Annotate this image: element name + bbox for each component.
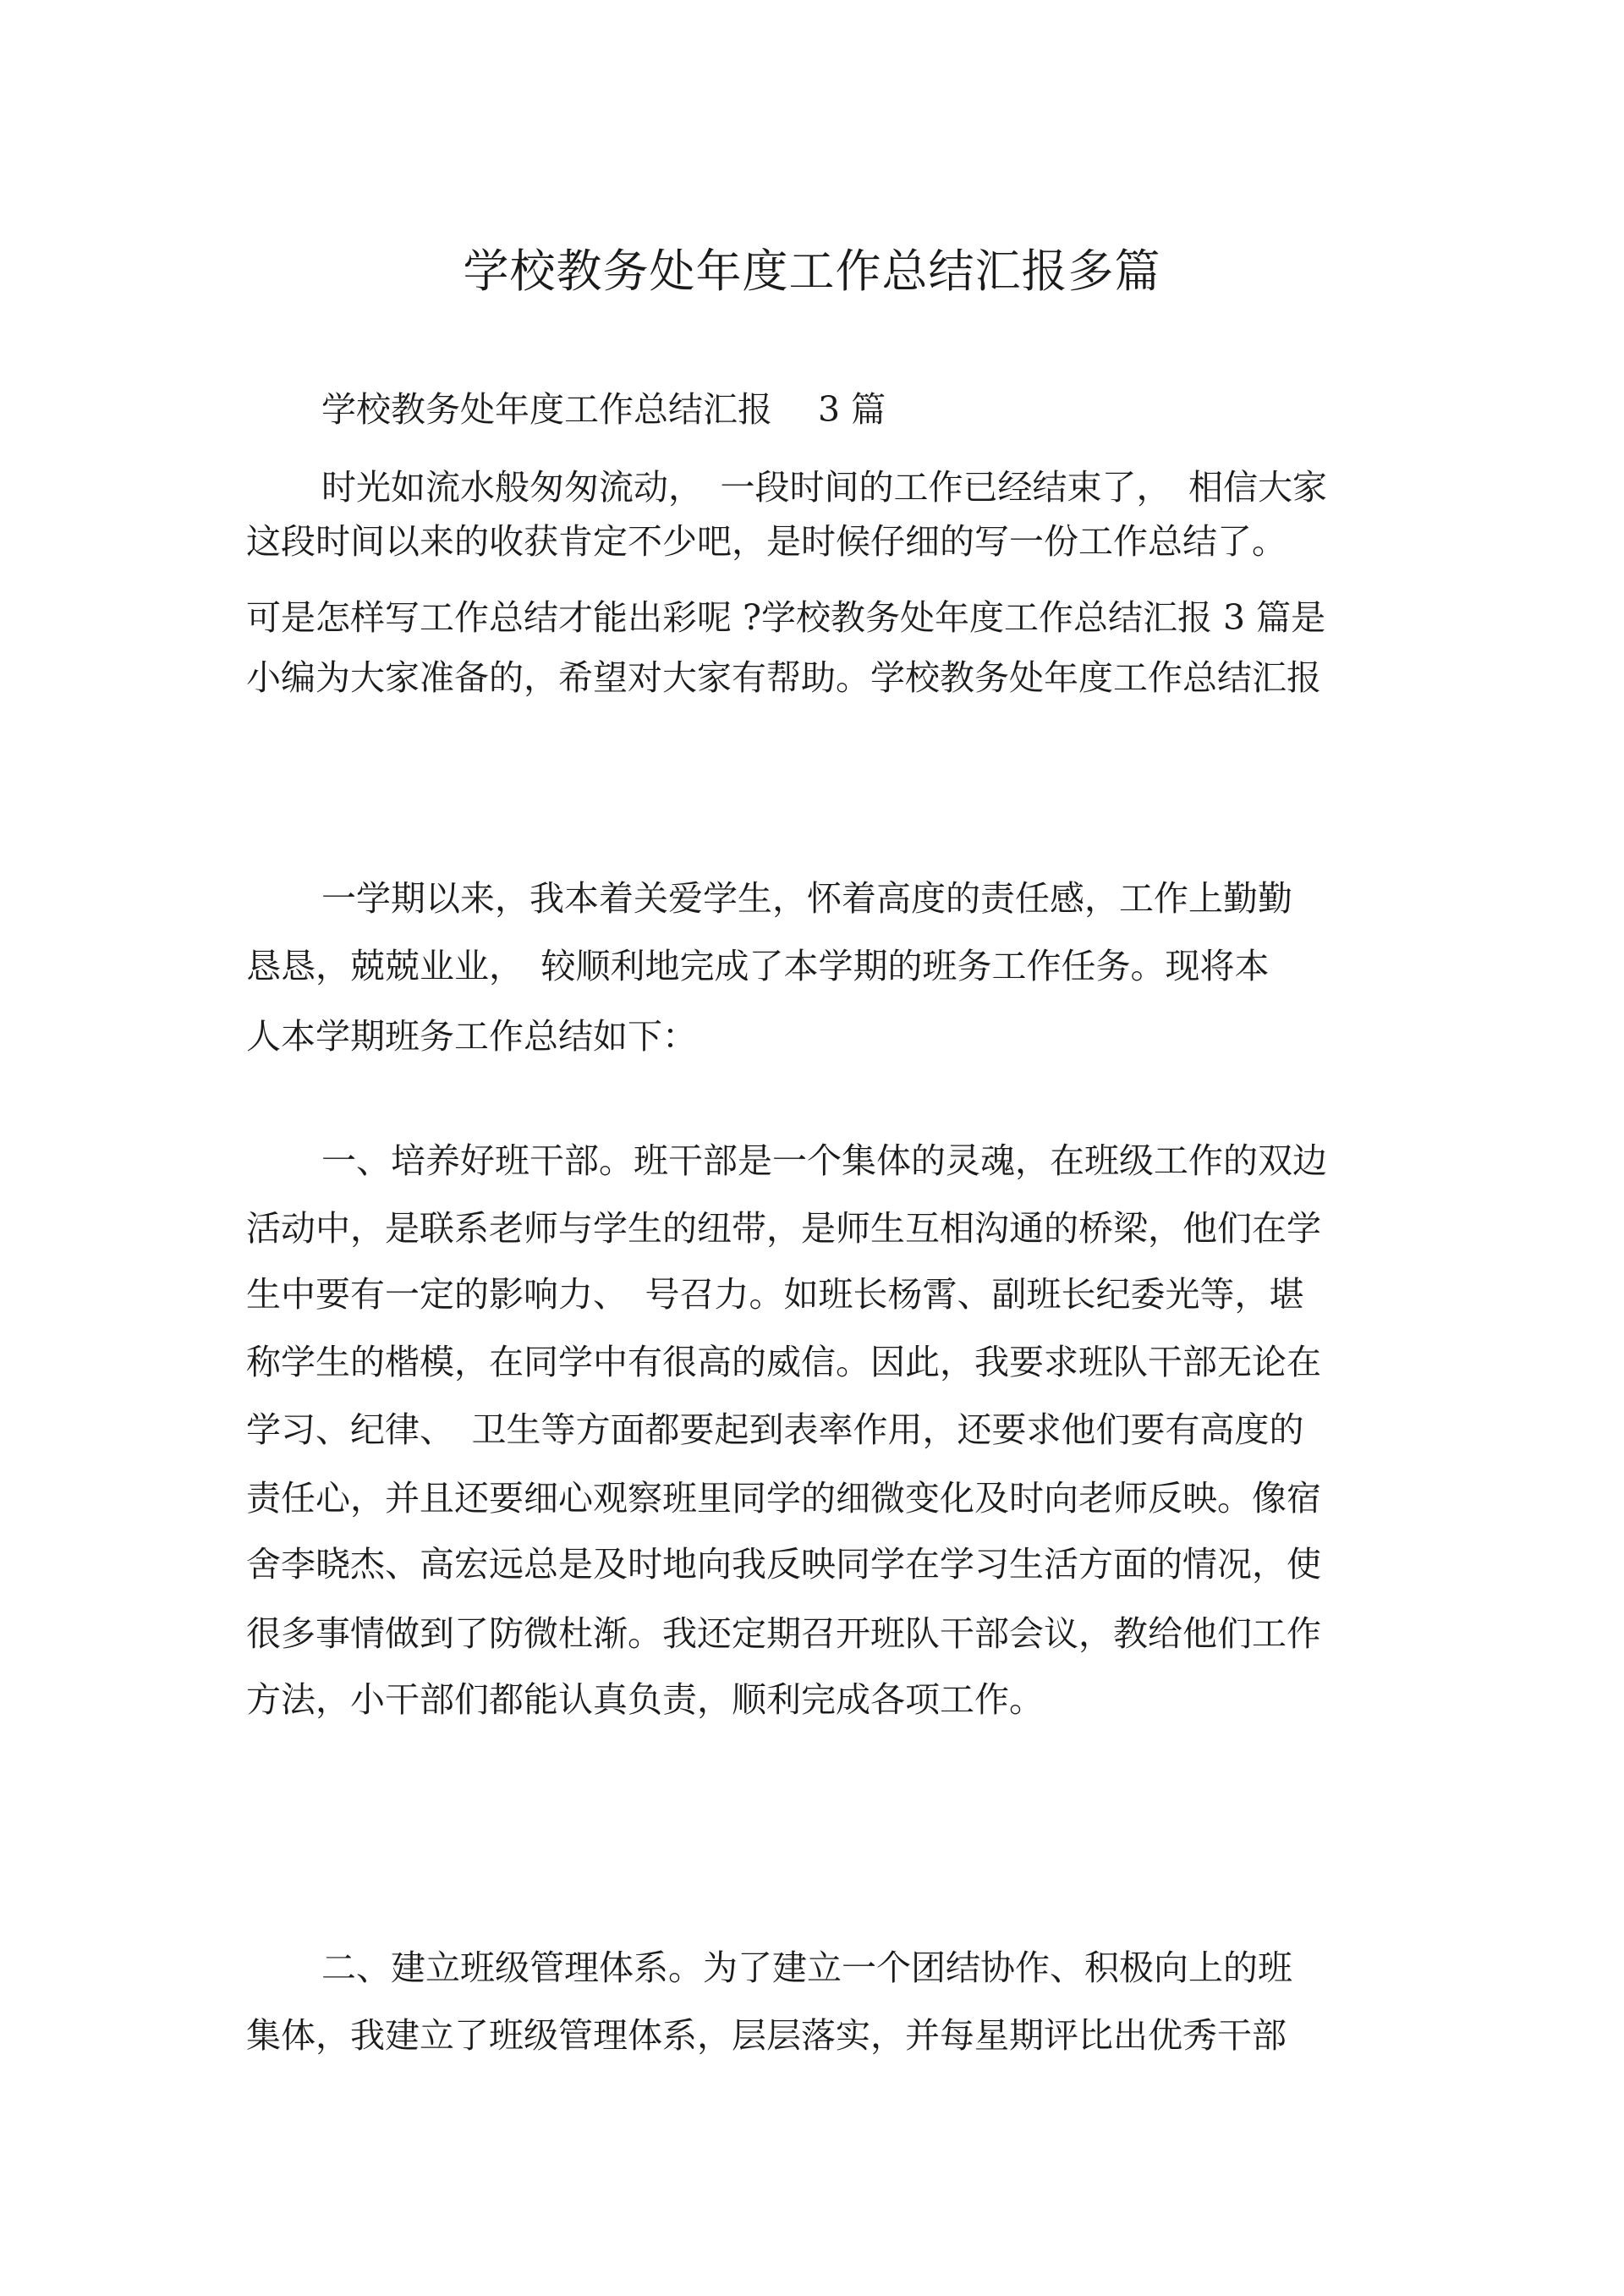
paragraph-line: 这段时间以来的收获肯定不少吧，是时候仔细的写一份工作总结了。 [246,521,1287,562]
paragraph-line: 一、培养好班干部。班干部是一个集体的灵魂，在班级工作的双边 [321,1140,1327,1181]
paragraph-line: 小编为大家准备的，希望对大家有帮助。学校教务处年度工作总结汇报 [246,657,1321,698]
paragraph-line: 很多事情做到了防微杜渐。我还定期召开班队干部会议，教给他们工作 [246,1613,1321,1654]
paragraph-line: 称学生的楷模，在同学中有很高的威信。因此，我要求班队干部无论在 [246,1342,1321,1382]
paragraph-line: 责任心，并且还要细心观察班里同学的细微变化及时向老师反映。像宿 [246,1478,1321,1519]
document-subtitle: 学校教务处年度工作总结汇报 3 篇 [321,389,886,430]
paragraph-line: 一学期以来，我本着关爱学生，怀着高度的责任感，工作上勤勤 [321,878,1292,919]
paragraph-line: 恳恳，兢兢业业， 较顺利地完成了本学期的班务工作任务。现将本 [246,946,1270,986]
paragraph-line: 二、建立班级管理体系。为了建立一个团结协作、积极向上的班 [321,1947,1292,1988]
paragraph-line: 时光如流水般匆匆流动， 一段时间的工作已经结束了， 相信大家 [321,467,1327,508]
paragraph-line: 集体，我建立了班级管理体系，层层落实，并每星期评比出优秀干部 [246,2015,1287,2056]
paragraph-line: 学习、纪律、 卫生等方面都要起到表率作用，还要求他们要有高度的 [246,1409,1304,1450]
document-title: 学校教务处年度工作总结汇报多篇 [463,244,1161,298]
paragraph-line: 活动中，是联系老师与学生的纽带，是师生互相沟通的桥梁，他们在学 [246,1208,1321,1249]
paragraph-line: 生中要有一定的影响力、 号召力。如班长杨霄、副班长纪委光等，堪 [246,1274,1304,1315]
paragraph-line: 可是怎样写工作总结才能出彩呢 ?学校教务处年度工作总结汇报 3 篇是 [246,597,1326,638]
paragraph-line: 舍李晓杰、高宏远总是及时地向我反映同学在学习生活方面的情况，使 [246,1544,1321,1585]
paragraph-line: 方法，小干部们都能认真负责，顺利完成各项工作。 [246,1679,1044,1720]
paragraph-line: 人本学期班务工作总结如下： [246,1016,697,1057]
